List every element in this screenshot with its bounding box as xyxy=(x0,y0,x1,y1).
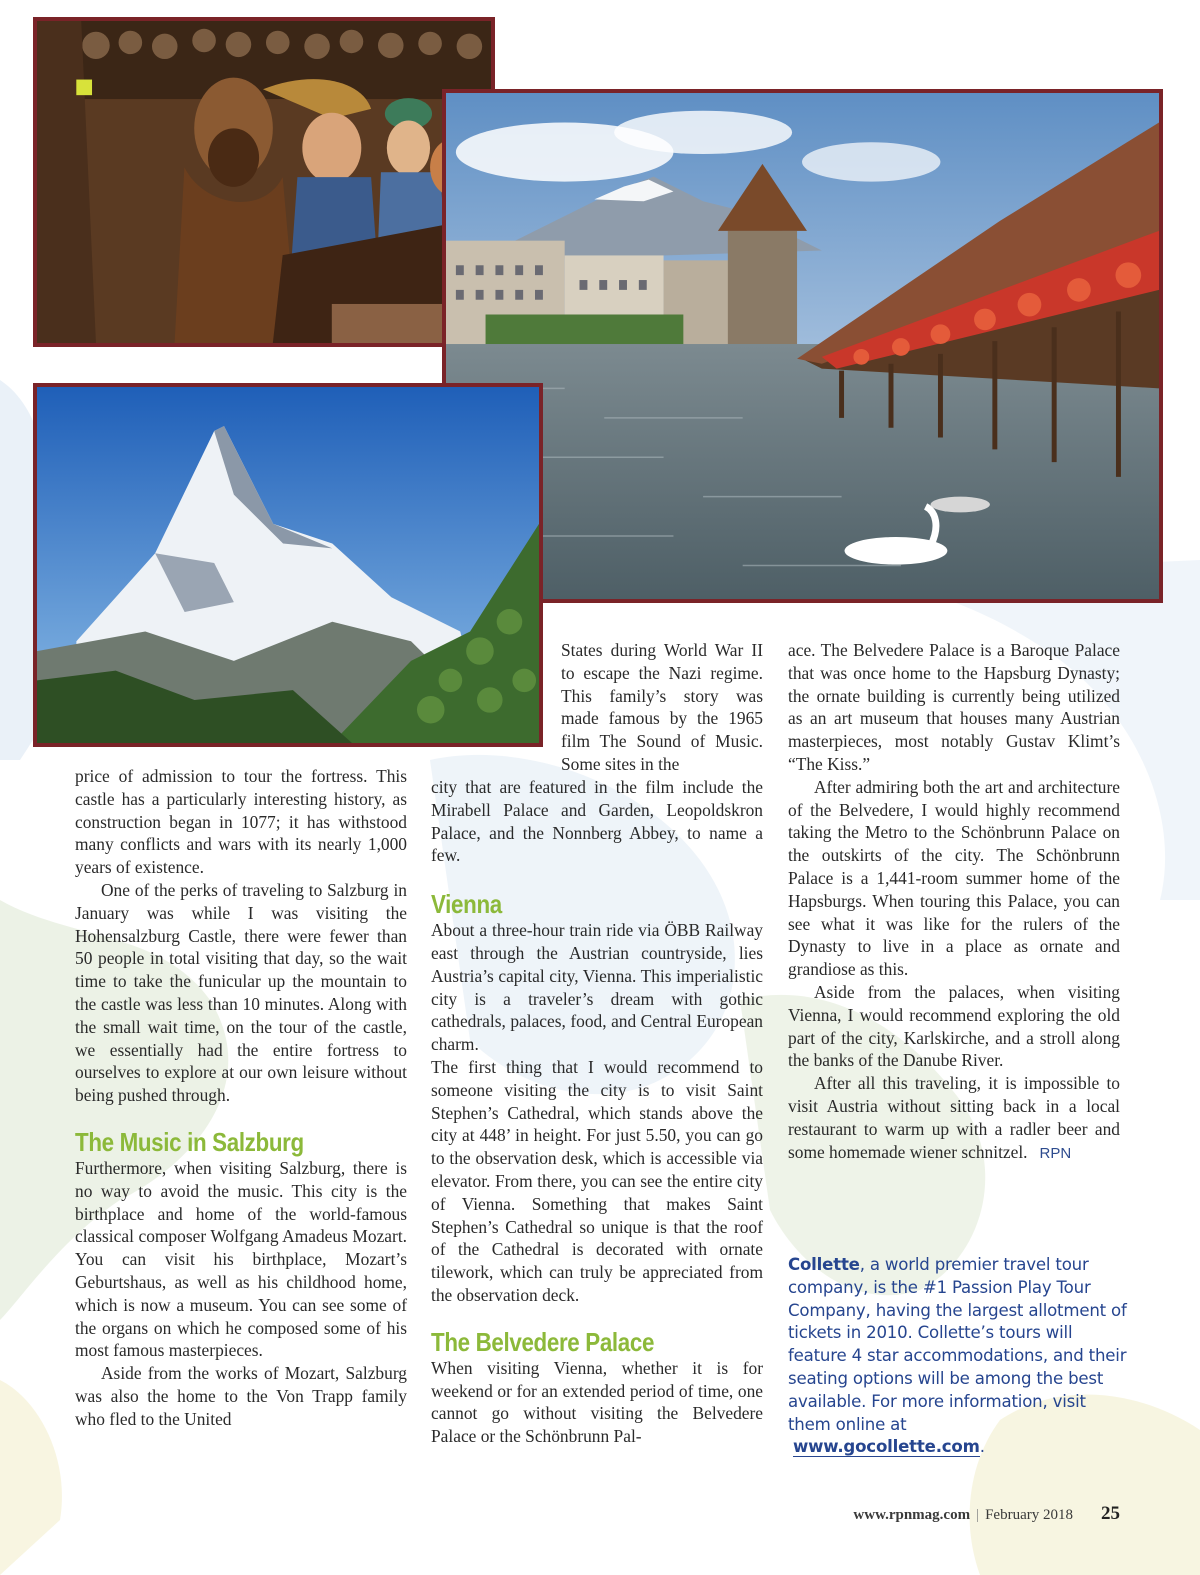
paragraph-text: After all this traveling, it is impossible to visit Austria without sitting back in a local restaurant to warm up with a radler beer and some homemade wiener schnitzel. xyxy=(788,1073,1120,1162)
paragraph: After admiring both the art and architecture of the Belvedere, I would highly recommend taking the Metro to the Schönbrunn Palace on the outskirts of the city. The Schönbrunn Palace is a 1,441-room summer home of the Hapsburgs. When touring this Palace, you can see what it was like for the rulers of the Dynasty to live in a place as ornate and grandiose as this. xyxy=(788,776,1120,980)
article-column-1 xyxy=(75,765,407,1431)
matterhorn-photo xyxy=(33,383,543,747)
promo-brand: Collette xyxy=(788,1255,860,1274)
page-footer xyxy=(853,1503,1120,1525)
collette-promo xyxy=(788,1254,1128,1459)
paragraph: When visiting Vienna, whether it is for weekend or for an extended period of time, one cannot go without visiting the Belvedere Palace or the Schönbrunn Pal- xyxy=(431,1357,763,1447)
paragraph: price of admission to tour the fortress. This castle has a particularly interesting history, as construction began in 1077; it has withstood many conflicts and wars with its nearly 1,000 years of existence. xyxy=(75,766,407,878)
article-column-2 xyxy=(431,776,763,1448)
paragraph: Aside from the palaces, when visiting Vienna, I would recommend exploring the old part of the city, Karlskirche, and a stroll along the banks of the Danube River. xyxy=(788,981,1120,1071)
paragraph: Furthermore, when visiting Salzburg, there is no way to avoid the music. This city is the birthplace and home of the world-famous classical composer Wolfgang Amadeus Mozart. You can visit his birthplace, Mozart’s Geburtshaus, as well as his childhood home, which is now a museum. You can see some of the organs on which he composed some of his most famous masterpieces. xyxy=(75,1157,407,1361)
article-column-3 xyxy=(788,639,1120,1165)
rpn-signoff: RPN xyxy=(1039,1144,1072,1162)
footer-separator: | xyxy=(976,1507,980,1523)
collette-website-link[interactable]: www.gocollette.com xyxy=(793,1437,980,1457)
footer-website[interactable]: www.rpnmag.com xyxy=(853,1507,971,1523)
promo-text: , a world premier travel tour company, is the #1 Passion Play Tour Company, having the largest allotment of tickets in 2010. Collette’s tours will feature 4 star accommodations, and their seating options will be among the best available. For more information, visit them online at xyxy=(788,1255,1127,1434)
carved-figures-photo xyxy=(33,17,495,347)
page-number: 25 xyxy=(1101,1503,1120,1524)
paragraph: city that are featured in the film include the Mirabell Palace and Garden, Leopoldskron Palace, and the Nonnberg Abbey, to name a few. xyxy=(431,777,763,866)
section-heading: The Music in Salzburg xyxy=(75,1126,304,1157)
paragraph: ace. The Belvedere Palace is a Baroque Palace that was once home to the Hapsburg Dynasty; the ornate building is currently being utilized as an art museum that houses many Austrian masterpieces, most notably Gustav Klimt’s “The Kiss.” xyxy=(788,640,1120,774)
footer-issue: February 2018 xyxy=(985,1507,1073,1523)
article-column-2-top xyxy=(561,639,763,776)
section-heading: Vienna xyxy=(431,889,502,920)
promo-tail: . xyxy=(979,1437,985,1457)
section-heading: The Belvedere Palace xyxy=(431,1326,655,1357)
paragraph: The first thing that I would recommend to someone visiting the city is to visit Saint Stephen’s Cathedral, which stands above the city at 448’ in height. For just 5.50, you can go to the observation desk, which is accessible via elevator. From there, you can see the entire city of Vienna. Something that makes Saint Stephen’s Cathedral so unique is that the roof of the Cathedral is decorated with ornate tilework, which can truly be appreciated from the observation deck. xyxy=(431,1056,763,1305)
paragraph: One of the perks of traveling to Salzburg in January was while I was visiting the Hohensalzburg Castle, there were fewer than 50 people in total visiting that day, so the wait time to take the funicular up the mountain to the castle was less than 10 minutes. Along with the small wait time, on the tour of the castle, we essentially had the entire fortress to ourselves to explore at our own leisure without being pushed through. xyxy=(75,879,407,1106)
paragraph: Aside from the works of Mozart, Salzburg was also the home to the Von Trapp family who fled to the United xyxy=(75,1363,407,1429)
paragraph: States during World War II to escape the Nazi regime. This family’s story was made famous by the 1965 film The Sound of Music. Some sites in the xyxy=(561,640,763,774)
paragraph xyxy=(788,1072,1120,1165)
lucerne-bridge-photo xyxy=(442,89,1163,603)
paragraph: About a three-hour train ride via ÖBB Railway east through the Austrian countryside, lies Austria’s capital city, Vienna. This imperialistic city is a traveler’s dream with gothic cathedrals, palaces, food, and Central European charm. xyxy=(431,920,763,1055)
